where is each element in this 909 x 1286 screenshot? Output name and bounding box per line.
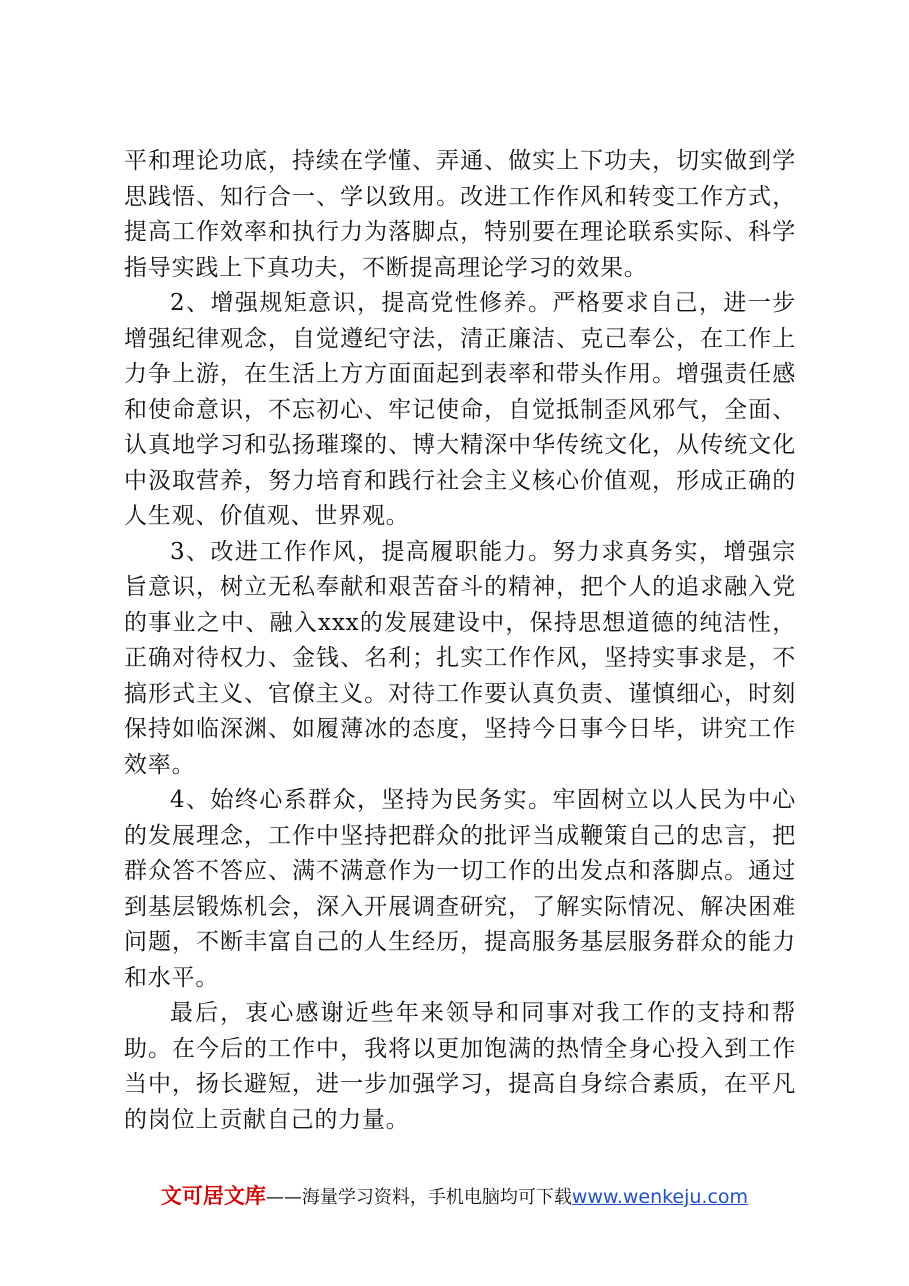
paragraph-2: 2、增强规矩意识，提高党性修养。严格要求自己，进一步增强纪律观念，自觉遵纪守法，清正廉洁、克己奉公，在工作上力争上游，在生活上方方面面起到表率和带头作用。增强责任感和使命意识，不忘初心、牢记使命，自觉抵制歪风邪气，全面、认真地学习和弘扬璀璨的、博大精深中华传统文化，从传统文化中汲取营养，努力培育和践行社会主义核心价值观，形成正确的人生观、价值观、世界观。 [124,290,796,529]
paragraph-4: 4、始终心系群众，坚持为民务实。牢固树立以人民为中心的发展理念，工作中坚持把群众的批评当成鞭策自己的忠言，把群众答不答应、满不满意作为一切工作的出发点和落脚点。通过到基层锻炼机会，深入开展调查研究，了解实际情况、解决困难问题，不断丰富自己的人生经历，提高服务基层服务群众的能力和水平。 [124,787,796,991]
document-body [124,144,796,1138]
paragraph-3: 3、改进工作作风，提高履职能力。努力求真务实，增强宗旨意识，树立无私奉献和艰苦奋斗的精神，把个人的追求融入党的事业之中、融入xxx的发展建设中，保持思想道德的纯洁性，正确对待权力、金钱、名利；扎实工作作风，坚持实事求是，不搞形式主义、官僚主义。对待工作要认真负责、谨慎细心，时刻保持如临深渊、如履薄冰的态度，坚持今日事今日毕，讲究工作效率。 [124,538,796,778]
footer-brand: 文可居文库 [160,1184,266,1208]
paragraph-5: 最后，衷心感谢近些年来领导和同事对我工作的支持和帮助。在今后的工作中，我将以更加饱满的热情全身心投入到工作当中，扬长避短，进一步加强学习，提高自身综合素质，在平凡的岗位上贡献自己的力量。 [124,1000,796,1133]
paragraph-1: 平和理论功底，持续在学懂、弄通、做实上下功夫，切实做到学思践悟、知行合一、学以致用。改进工作作风和转变工作方式，提高工作效率和执行力为落脚点，特别要在理论联系实际、科学指导实践上下真功夫，不断提高理论学习的效果。 [124,148,796,281]
footer-banner [0,1180,909,1210]
footer-tagline: ——海量学习资料，手机电脑均可下载 [265,1187,572,1208]
footer-website-link[interactable]: www.wenkeju.com [571,1186,749,1208]
